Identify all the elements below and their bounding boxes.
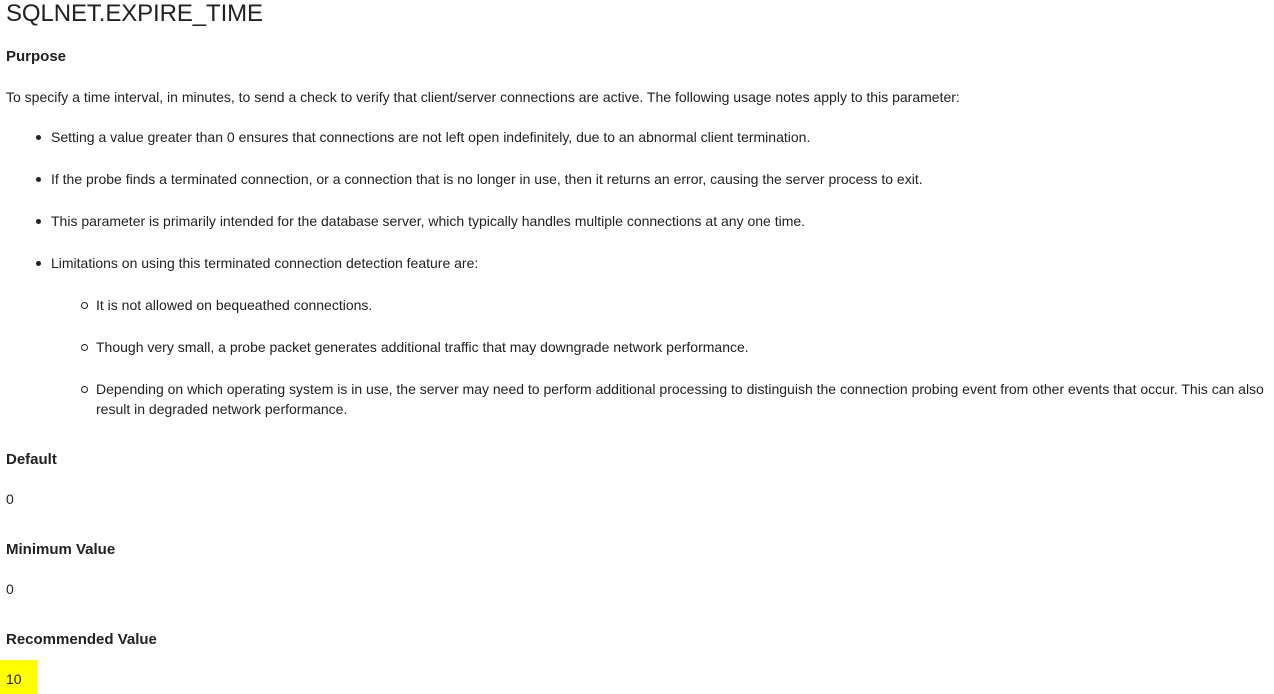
recommended-value: 10 xyxy=(6,671,22,687)
sub-list-item: It is not allowed on bequeathed connections. xyxy=(96,297,373,313)
list-item: This parameter is primarily intended for the database server, which typically handles multiple connections at any one time. xyxy=(51,213,806,229)
recommended-value-highlight xyxy=(0,660,37,694)
minimum-value-heading: Minimum Value xyxy=(6,541,116,558)
page-title: SQLNET.EXPIRE_TIME xyxy=(6,0,263,27)
recommended-value-heading: Recommended Value xyxy=(6,631,157,648)
sub-list-item: Depending on which operating system is in use, the server may need to perform additional processing to distinguish the connection probing event from other events that occur. This can also result in degraded network performance. xyxy=(96,379,1268,419)
list-item: Limitations on using this terminated connection detection feature are: xyxy=(51,255,479,271)
list-item: If the probe finds a terminated connection, or a connection that is no longer in use, then it returns an error, causing the server process to exit. xyxy=(51,171,923,187)
list-item: Setting a value greater than 0 ensures that connections are not left open indefinitely, due to an abnormal client termination. xyxy=(51,129,811,145)
default-value: 0 xyxy=(6,491,14,507)
default-heading: Default xyxy=(6,451,57,468)
sub-list-item: Though very small, a probe packet generates additional traffic that may downgrade network performance. xyxy=(96,339,749,355)
purpose-intro: To specify a time interval, in minutes, to send a check to verify that client/server connections are active. The following usage notes apply to this parameter: xyxy=(6,89,960,105)
purpose-heading: Purpose xyxy=(6,48,67,65)
minimum-value: 0 xyxy=(6,581,14,597)
